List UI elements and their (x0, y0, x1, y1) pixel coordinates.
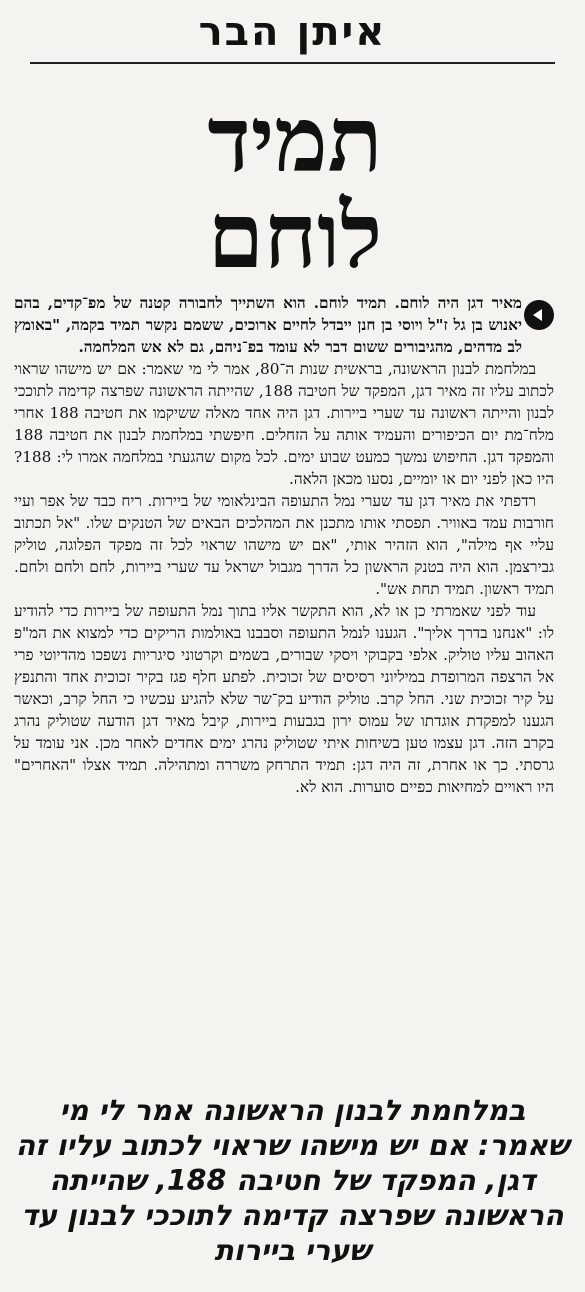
body-paragraph-3: עוד לפני שאמרתי כן או לא, הוא התקשר אליו בתוך נמל התעופה של ביירות כדי להודיע לו: "אנחנו בדרך אליך". הגענו לנמל התעופה וסבבנו באולמות הריקים כדי למצוא את המ"פ האהוב עליו טוליק. אלפי בקבוקי ויסקי שבורים, בשמים וקרטוני סיגריות נשפכו מהדיוטי פרי אל הרצפה המרופדת במיליוני רסיסים של זכוכית. לפתע חלף פגז בקיר זכוכית אחד והתנפץ על קיר זכוכית שני. החל קרב. טוליק הודיע בק־שר שלא להגיע עכשיו כי החל קרב, וכאשר הגענו למפקדת אוגדתו של עמוס ירון בגבעות ביירות, קיבל מאיר דגן הודעה שטוליק נהרג בקרב הזה. דגן עצמו טען בשיחות איתי שטוליק נהרג ימים אחדים לאחר מכן. אני עומד על גרסתי. כך או אחרת, זה היה דגן: תמיד התרחק משררה ומתהילה. תמיד אצלו "האחרים" היו ראויים למחיאות כפיים סוערות. הוא לא. (14, 602, 554, 796)
title-line-2: לוחם (207, 183, 383, 289)
lead-paragraph: מאיר דגן היה לוחם. תמיד לוחם. הוא השתייך לחבורה קטנה של מפ־קדים, בהם יאנוש בן גל ז"ל ויוסי בן חנן ייבדל לחיים ארוכים, ששמם נקשר תמיד בקמה, "באומץ לב מדהים, מהגיבורים ששום דבר לא עומד בפ־ניהם, גם לא אש המלחמה. (14, 294, 522, 356)
article-title (130, 87, 460, 292)
body-paragraph-2: רדפתי את מאיר דגן עד שערי נמל התעופה הבינלאומי של ביירות. ריח כבד של אפר ועיי חורבות עמד באוויר. תפסתי אותו מתכנן את המהלכים הבאים של הטנקים שלו. "אל תכתוב עליי אף מילה", הוא הזהיר אותי, "אם יש מישהו שראוי לכל זה מפקד הפלוגה, טוליק גבירצמן. הוא היה בטנק הראשון כל הדרך מגבול ישראל עד שערי ביירות, לחם ולחם ולחם. תמיד ראשון. תמיד תחת אש". (14, 492, 554, 598)
pull-quote: במלחמת לבנון הראשונה אמר לי מי שאמר: אם יש מישהו שראוי לכתוב עליו זה דגן, המפקד של חטיבה 188, שהייתה הראשונה שפרצה קדימה לתוככי לבנון עד שערי ביירות (15, 1094, 570, 1267)
title-line-1: תמיד (207, 87, 383, 193)
body-paragraph-1: במלחמת לבנון הראשונה, בראשית שנות ה־80, אמר לי מי שאמר: אם יש מישהו שראוי לכתוב עליו זה מאיר דגן, המפקד של חטיבה 188, שהייתה הראשונה שפרצה קדימה לתוככי לבנון והייתה ראשונה עד שערי ביירות. דגן היה אחד מאלה ששיקמו את חטיבה 188 אחרי מלח־מת יום הכיפורים והעמיד אותה על הזחלים. חיפשתי במלחמת לבנון את חטיבה 188 והמפקד דגן. החיפוש נמשך כמעט שבוע ימים. לכל מקום שהגעתי במלחמה אמרו לי: 188? היו כאן לפני יום או יומיים, נסעו מכאן הלאה. (14, 360, 554, 488)
header-rule (30, 62, 555, 64)
author-byline: איתן הבר (198, 9, 387, 55)
